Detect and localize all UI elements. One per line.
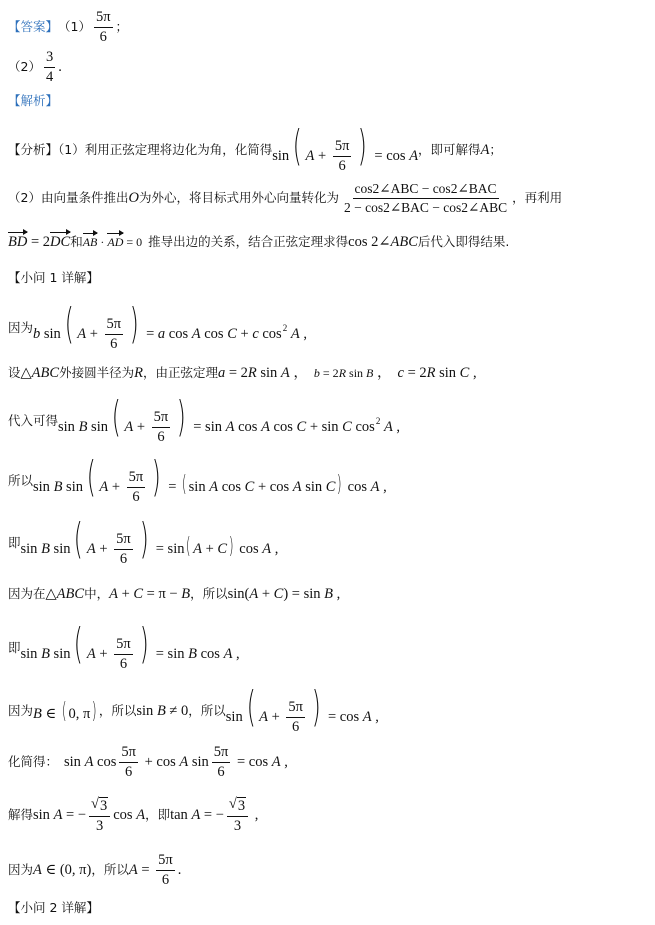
analysis-p2-prefix: （2）由向量条件推出 bbox=[8, 190, 129, 206]
triangle-ABC-2: △ABC bbox=[45, 586, 85, 602]
formula-step-7: sin B sin( A + $\frac{5\pi}{6}$ ) = sin B cos A , bbox=[20, 619, 240, 673]
analysis-p2-line2-tail: 推导出边的关系，结合正弦定理求得 bbox=[148, 234, 349, 249]
step-6 bbox=[8, 587, 647, 602]
analysis-p1-tail1: ，即可解得 bbox=[418, 142, 481, 158]
step6-text-c: ，所以 bbox=[190, 586, 228, 601]
step8-text-c: ，所以 bbox=[188, 703, 226, 719]
formula-step-3: sin B sin( A + $\frac{5\pi}{6}$ ) = sin A cos A cos C + sin C $\cos^2 A$ , bbox=[58, 392, 401, 446]
answer-part2-denominator: 4 bbox=[45, 69, 54, 86]
formula-sin-shift-eq-cosA: sin( A + $\frac{5\pi}{6}$ ) = cos A bbox=[272, 121, 419, 175]
step11-text-a: 因为 bbox=[8, 862, 34, 878]
answer-part1-fraction bbox=[94, 10, 113, 45]
step6-text-b: 中， bbox=[84, 586, 110, 601]
analysis-p2-and: 和 bbox=[70, 234, 83, 249]
step2-text-a: 设 bbox=[8, 365, 21, 380]
analysis-p2-after: 后代入即得结果. bbox=[417, 234, 510, 249]
formula-step-8: sin( A + $\frac{5\pi}{6}$ ) = cos A , bbox=[225, 682, 379, 736]
ratio-numerator: cos2∠ABC − cos2∠BAC bbox=[353, 182, 499, 199]
step4-text: 所以 bbox=[8, 473, 34, 489]
variable-R: R bbox=[134, 365, 143, 381]
step-1 bbox=[8, 299, 647, 353]
step3-text: 代入可得 bbox=[8, 413, 59, 429]
formula-step-1: b sin( A + $\frac{5\pi}{6}$ ) = a cos A cos C + c $\cos^2 A$ , bbox=[33, 299, 307, 353]
answer-end: . bbox=[58, 59, 62, 76]
analysis-label: 【解析】 bbox=[8, 93, 59, 108]
step-4 bbox=[8, 452, 647, 506]
analysis-line-2 bbox=[8, 182, 647, 215]
analysis-p2-tail: ，再利用 bbox=[512, 190, 563, 206]
formula-law-of-sines: a = 2R sin A ， b = 2R sin B ， c = 2R sin C , bbox=[217, 365, 477, 381]
answer-part2-numerator: 3 bbox=[44, 50, 55, 68]
step-9 bbox=[8, 745, 647, 780]
step9-text: 化简得： bbox=[8, 754, 59, 770]
formula-BD-2DC: BD = 2DC bbox=[8, 234, 71, 250]
formula-A-plus-C: A + C = π − B bbox=[109, 586, 191, 602]
step2-text-c: ，由正弦定理 bbox=[142, 365, 218, 380]
variable-O: O bbox=[128, 190, 139, 207]
formula-step-4: sin B sin( A + $\frac{5\pi}{6}$ ) = ( sin A cos C + cos A sin C) cos A , bbox=[33, 452, 387, 506]
step2-text-b: 外接圆半径为 bbox=[59, 365, 135, 380]
analysis-line-1 bbox=[8, 121, 647, 175]
step6-text-a: 因为在 bbox=[8, 586, 46, 601]
step-11 bbox=[8, 853, 647, 888]
analysis-p1-text: 【分析】（1）利用正弦定理将边化为角，化简得 bbox=[8, 142, 273, 158]
analysis-p1-tail2: ； bbox=[489, 142, 502, 158]
step-2 bbox=[8, 366, 647, 381]
circumcenter-ratio-fraction bbox=[342, 182, 509, 215]
answer-part1-numerator: 5π bbox=[94, 10, 113, 28]
formula-A-result: A = $\frac{5\pi}{6}$ . bbox=[128, 852, 182, 889]
formula-sin-AC-eq-sinB: sin(A + C) = sin B , bbox=[227, 586, 341, 602]
answer-label: 【答案】 bbox=[8, 19, 59, 35]
analysis-line-3 bbox=[8, 235, 647, 250]
formula-step-5: sin B sin( A + $\frac{5\pi}{6}$ ) = sin( A + C) cos A , bbox=[20, 514, 279, 568]
q1-heading bbox=[8, 272, 647, 285]
formula-sinB-nonzero: sin B ≠ 0 bbox=[136, 703, 189, 720]
step8-text-a: 因为 bbox=[8, 703, 34, 719]
formula-sinA: sin A = − √ 3 3 cos A bbox=[33, 796, 146, 835]
triangle-ABC: △ABC bbox=[20, 365, 60, 381]
answer-line-1 bbox=[8, 10, 647, 45]
answer-separator: ； bbox=[115, 19, 129, 35]
q2-heading bbox=[8, 902, 647, 915]
formula-B-in-interval: B ∈ ( 0, π) bbox=[33, 698, 97, 724]
step10-text-a: 解得 bbox=[8, 807, 34, 823]
step8-text-b: ，所以 bbox=[98, 703, 137, 719]
step-10 bbox=[8, 797, 647, 834]
formula-A-in-interval: A ∈ (0, π) bbox=[33, 862, 92, 879]
answer-part2-fraction bbox=[44, 50, 55, 85]
formula-AB-dot-AD: AB · AD = 0 bbox=[82, 235, 143, 250]
analysis-heading bbox=[8, 95, 647, 108]
answer-part1-label: （1） bbox=[58, 19, 91, 35]
step1-text: 因为 bbox=[8, 320, 34, 336]
step10-text-b: ，即 bbox=[145, 807, 171, 823]
q1-label: 【小问 1 详解】 bbox=[8, 270, 99, 285]
ratio-denominator: 2 − cos2∠BAC − cos2∠ABC bbox=[343, 200, 508, 216]
step-7 bbox=[8, 619, 647, 673]
answer-part1-denominator: 6 bbox=[99, 29, 107, 46]
q2-label: 【小问 2 详解】 bbox=[8, 900, 99, 915]
formula-cos2ABC: cos 2∠ABC bbox=[348, 234, 418, 250]
step-3 bbox=[8, 392, 647, 446]
variable-A: A bbox=[480, 142, 490, 159]
step5-text: 即 bbox=[8, 535, 21, 551]
step11-text-b: ，所以 bbox=[91, 862, 129, 878]
formula-tanA: tan A = − √ 3 3 , bbox=[170, 796, 259, 835]
step-5 bbox=[8, 514, 647, 568]
formula-step-9: sin A cos $\frac{5\pi}{6}$ + cos A sin $\frac{5\pi}{6}$ = cos A , bbox=[64, 744, 288, 781]
step-8 bbox=[8, 682, 647, 736]
answer-line-2 bbox=[8, 50, 647, 85]
step7-text: 即 bbox=[8, 640, 21, 656]
analysis-p2-mid: 为外心，将目标式用外心向量转化为 bbox=[138, 190, 339, 206]
answer-part2-label: （2） bbox=[8, 59, 41, 75]
